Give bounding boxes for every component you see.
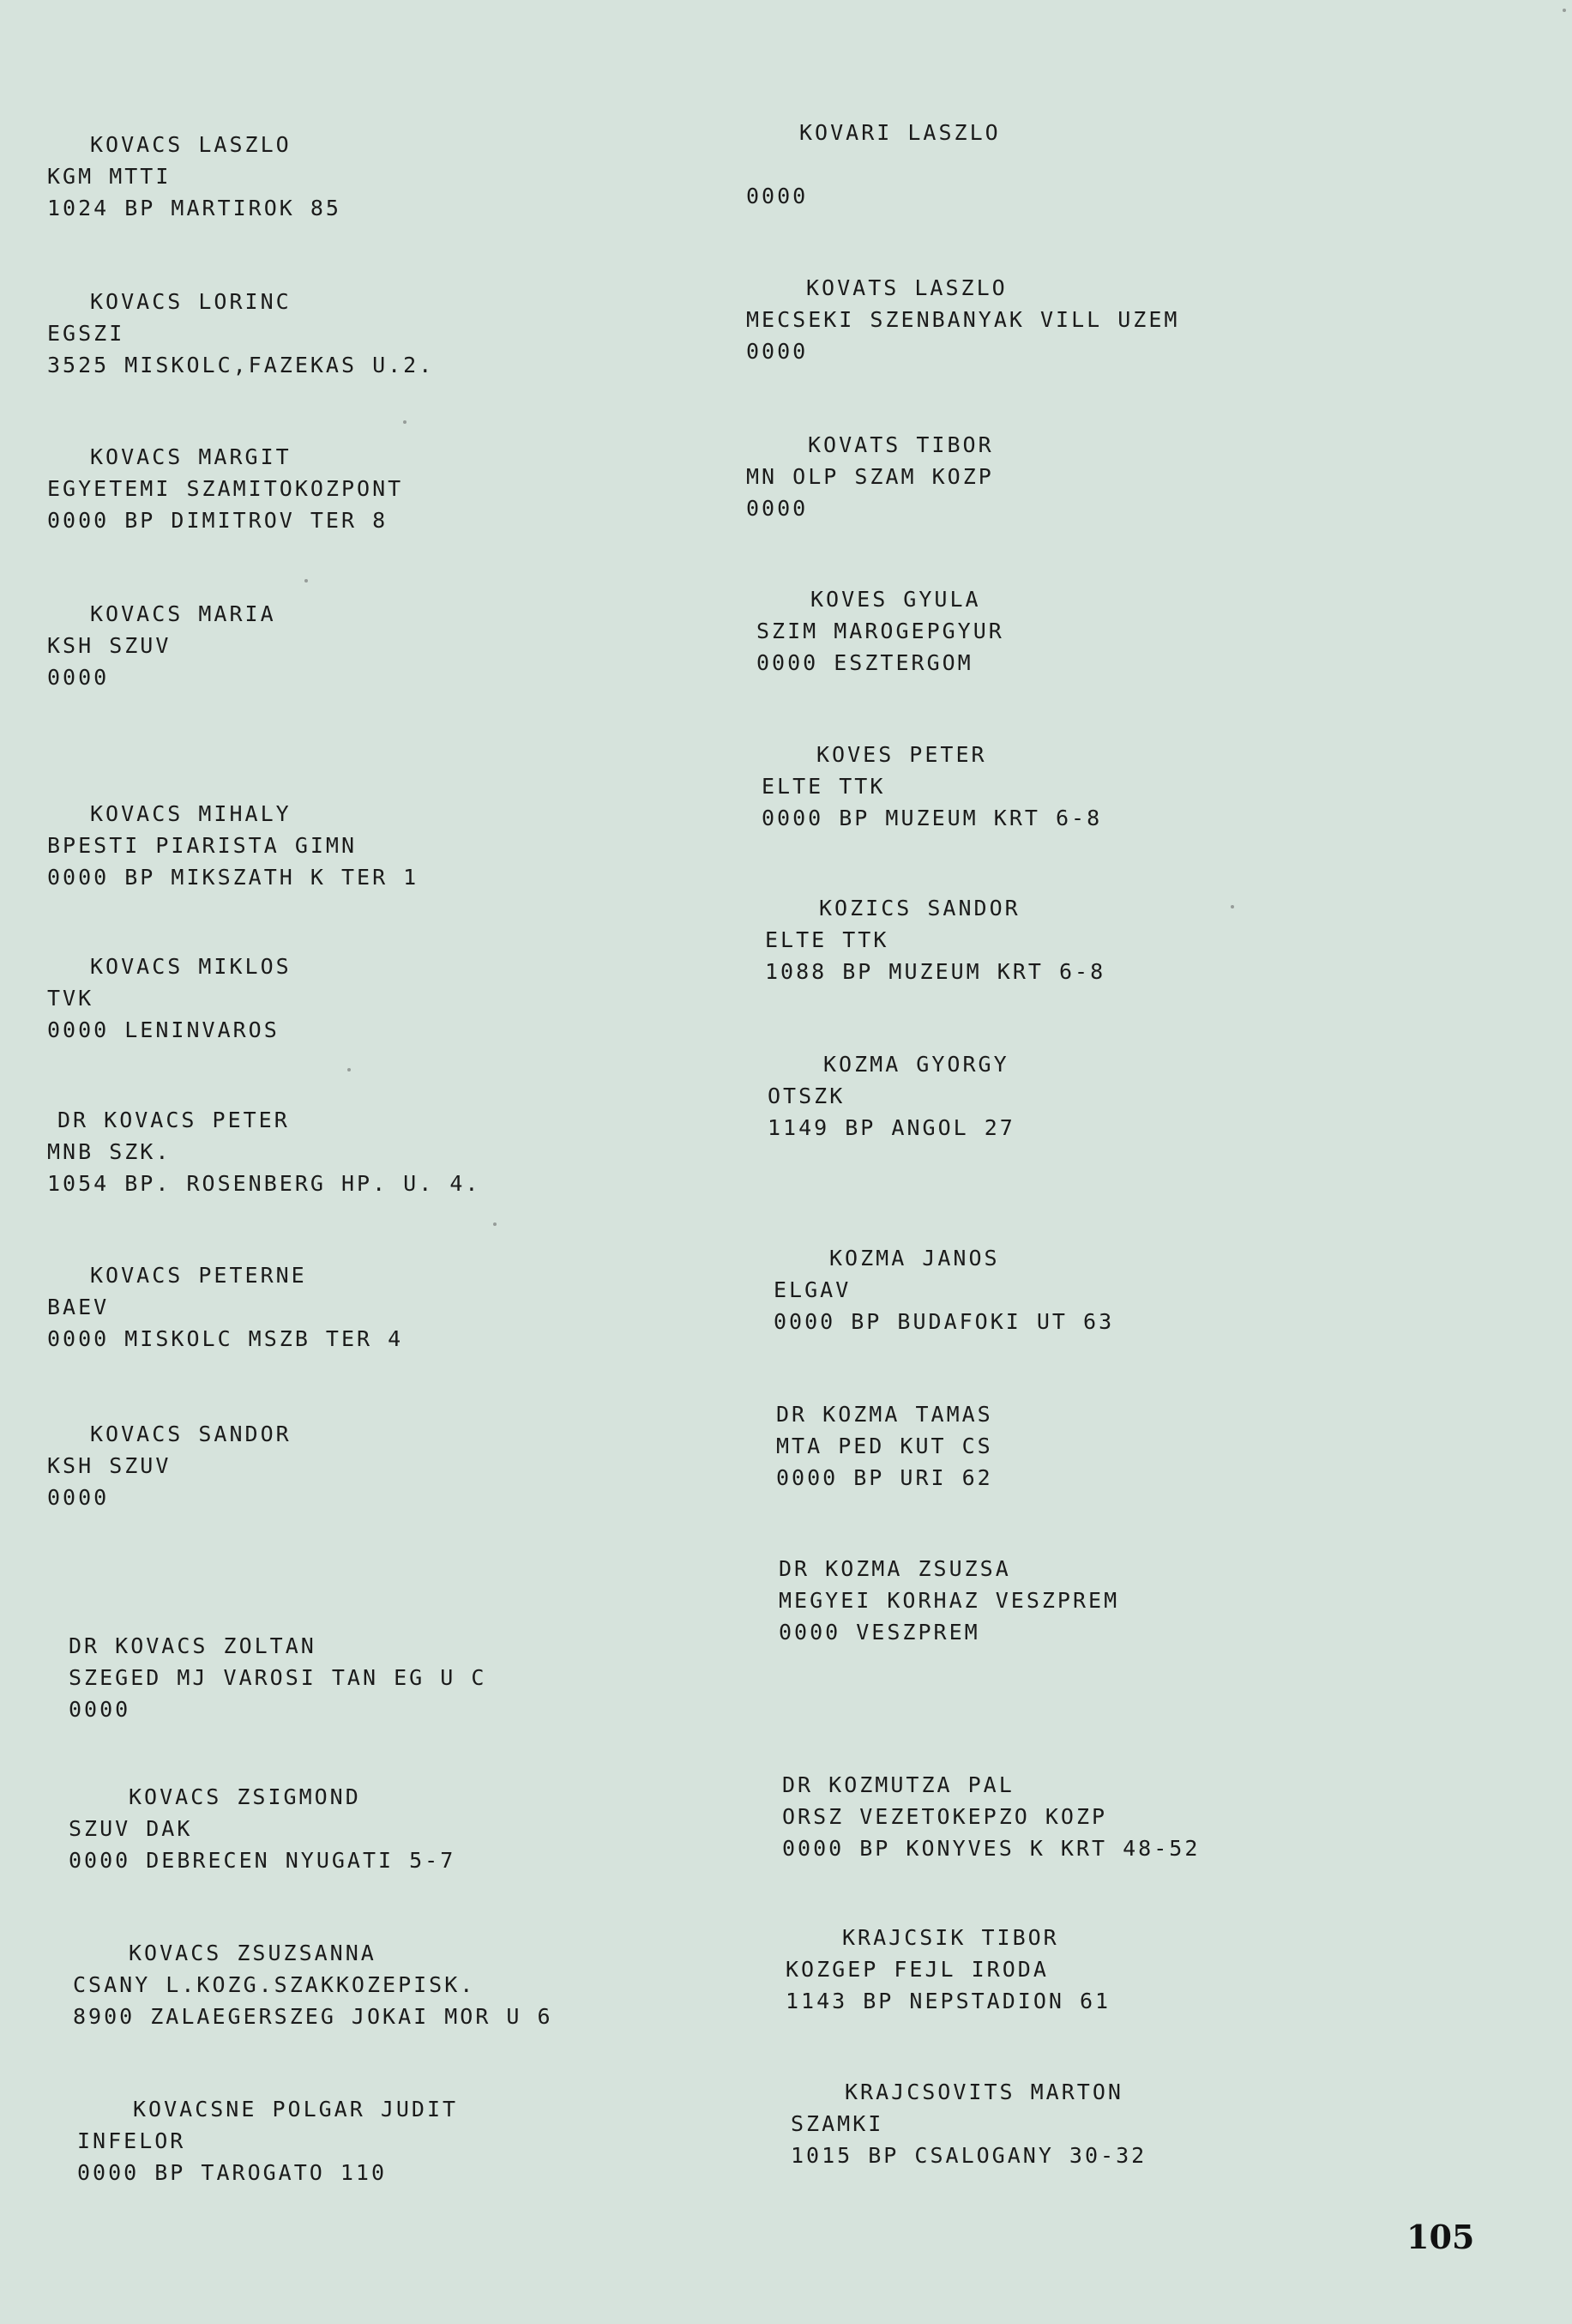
speck-decoration: [493, 1222, 497, 1226]
directory-entry: [47, 798, 733, 893]
entry-org: BPESTI PIARISTA GIMN: [47, 833, 358, 858]
entry-org: OTSZK: [768, 1084, 846, 1108]
entry-name: KOVACS PETERNE: [90, 1263, 307, 1288]
entry-org: BAEV: [47, 1295, 110, 1319]
entry-name: KOVARI LASZLO: [799, 120, 1001, 145]
entry-org: KGM MTTI: [47, 164, 172, 189]
entry-org: EGYETEMI SZAMITOKOZPONT: [47, 476, 404, 501]
entry-name: KOZICS SANDOR: [819, 896, 1021, 921]
entry-name: KOVACS LASZLO: [90, 132, 292, 157]
entry-org: INFELOR: [77, 2128, 186, 2153]
entry-org: MN OLP SZAM KOZP: [746, 464, 994, 489]
entry-name: KOVACS MARIA: [90, 601, 276, 626]
directory-entry: [47, 286, 733, 381]
entry-org: MTA PED KUT CS: [776, 1434, 993, 1458]
directory-entry: [47, 2093, 733, 2188]
entry-name: KOVES GYULA: [810, 587, 981, 612]
entry-name: KOVACS ZSUZSANNA: [129, 1941, 376, 1965]
entry-address: 0000 VESZPREM: [779, 1620, 980, 1645]
entry-name: DR KOZMUTZA PAL: [782, 1772, 1015, 1797]
entry-address: 0000: [69, 1697, 131, 1722]
directory-entry: [746, 1553, 1432, 1648]
directory-entry: [746, 1398, 1432, 1494]
directory-entry: [746, 2076, 1432, 2171]
speck-decoration: [1563, 9, 1566, 12]
entry-address: 0000: [47, 665, 110, 690]
entry-org: ELTE TTK: [762, 774, 886, 799]
entry-address: 0000 MISKOLC MSZB TER 4: [47, 1326, 404, 1351]
entry-address: 1024 BP MARTIROK 85: [47, 196, 341, 220]
entry-org: KSH SZUV: [47, 633, 172, 658]
entry-name: DR KOZMA ZSUZSA: [779, 1556, 1011, 1581]
entry-org: SZUV DAK: [69, 1816, 193, 1841]
entry-address: 0000 BP URI 62: [776, 1465, 993, 1490]
entry-name: KOVACS SANDOR: [90, 1422, 292, 1446]
entry-org: KSH SZUV: [47, 1453, 172, 1478]
entry-address: 1054 BP. ROSENBERG HP. U. 4.: [47, 1171, 481, 1196]
entry-name: DR KOVACS PETER: [57, 1108, 290, 1132]
directory-entry: [746, 117, 1432, 212]
entry-name: KOVATS LASZLO: [806, 275, 1008, 300]
directory-entry: [47, 129, 733, 224]
entry-address: 0000 BP MUZEUM KRT 6-8: [762, 806, 1103, 830]
entry-address: 0000 BP MIKSZATH K TER 1: [47, 865, 419, 890]
directory-entry: [47, 1104, 733, 1199]
entry-address: 0000: [746, 184, 809, 208]
entry-org: EGSZI: [47, 321, 125, 346]
entry-address: 1149 BP ANGOL 27: [768, 1115, 1015, 1140]
directory-entry: [47, 598, 733, 693]
entry-address: 1088 BP MUZEUM KRT 6-8: [765, 959, 1106, 984]
entry-address: 3525 MISKOLC,FAZEKAS U.2.: [47, 353, 435, 377]
entry-name: KOVACS MIKLOS: [90, 954, 292, 979]
entry-address: 0000: [746, 496, 809, 521]
entry-name: KOVACSNE POLGAR JUDIT: [133, 2097, 459, 2122]
entry-org: [746, 148, 1432, 180]
entry-org: SZIM MAROGEPGYUR: [756, 619, 1004, 643]
entry-name: KOZMA JANOS: [829, 1246, 1000, 1271]
entry-address: 0000 LENINVAROS: [47, 1017, 280, 1042]
speck-decoration: [403, 420, 407, 424]
entry-name: DR KOVACS ZOLTAN: [69, 1633, 316, 1658]
entry-org: MEGYEI KORHAZ VESZPREM: [779, 1588, 1120, 1613]
directory-entry: [746, 1048, 1432, 1144]
speck-decoration: [347, 1068, 351, 1071]
directory-entry: [47, 1418, 733, 1513]
entry-address: 0000 BP BUDAFOKI UT 63: [774, 1309, 1115, 1334]
entry-name: KRAJCSOVITS MARTON: [845, 2080, 1123, 2104]
entry-address: 0000 BP TAROGATO 110: [77, 2160, 388, 2185]
entry-address: 1143 BP NEPSTADION 61: [786, 1989, 1111, 2013]
entry-org: MECSEKI SZENBANYAK VILL UZEM: [746, 307, 1180, 332]
directory-entry: [746, 892, 1432, 987]
directory-entry: [746, 1769, 1432, 1864]
directory-entry: [47, 1630, 733, 1725]
entry-org: ELGAV: [774, 1277, 852, 1302]
directory-entry: [47, 951, 733, 1046]
entry-name: KOVACS LORINC: [90, 289, 292, 314]
directory-entry: [746, 272, 1432, 367]
directory-entry: [47, 1937, 733, 2032]
entry-name: KOVACS MIHALY: [90, 801, 292, 826]
entry-name: KOVATS TIBOR: [808, 432, 994, 457]
directory-entry: [746, 1922, 1432, 2017]
directory-entry: [47, 1259, 733, 1355]
entry-name: KOVACS ZSIGMOND: [129, 1784, 361, 1809]
entry-org: SZAMKI: [791, 2111, 884, 2136]
entry-name: KOVACS MARGIT: [90, 444, 292, 469]
directory-entry: [746, 429, 1432, 524]
speck-decoration: [1231, 905, 1234, 908]
entry-address: 1015 BP CSALOGANY 30-32: [791, 2143, 1147, 2168]
entry-address: 0000 BP KONYVES K KRT 48-52: [782, 1836, 1201, 1861]
directory-entry: [47, 1781, 733, 1876]
entry-name: KRAJCSIK TIBOR: [842, 1925, 1059, 1950]
entry-org: ORSZ VEZETOKEPZO KOZP: [782, 1804, 1108, 1829]
entry-org: TVK: [47, 986, 94, 1011]
entry-org: KOZGEP FEJL IRODA: [786, 1957, 1049, 1982]
entry-name: DR KOZMA TAMAS: [776, 1402, 993, 1427]
entry-address: 0000 ESZTERGOM: [756, 650, 973, 675]
entry-address: 0000 DEBRECEN NYUGATI 5-7: [69, 1848, 456, 1873]
entry-address: 0000: [746, 339, 809, 364]
entry-name: KOVES PETER: [816, 742, 987, 767]
entry-org: ELTE TTK: [765, 927, 889, 952]
entry-org: MNB SZK.: [47, 1139, 172, 1164]
directory-entry: [746, 583, 1432, 679]
speck-decoration: [304, 579, 308, 583]
page-number: 105: [1406, 2218, 1475, 2256]
directory-entry: [746, 739, 1432, 834]
entry-name: KOZMA GYORGY: [823, 1052, 1009, 1077]
entry-org: CSANY L.KOZG.SZAKKOZEPISK.: [73, 1972, 476, 1997]
directory-entry: [47, 441, 733, 536]
entry-address: 8900 ZALAEGERSZEG JOKAI MOR U 6: [73, 2004, 553, 2029]
entry-address: 0000 BP DIMITROV TER 8: [47, 508, 388, 533]
entry-org: SZEGED MJ VAROSI TAN EG U C: [69, 1665, 487, 1690]
entry-address: 0000: [47, 1485, 110, 1510]
directory-entry: [746, 1242, 1432, 1337]
